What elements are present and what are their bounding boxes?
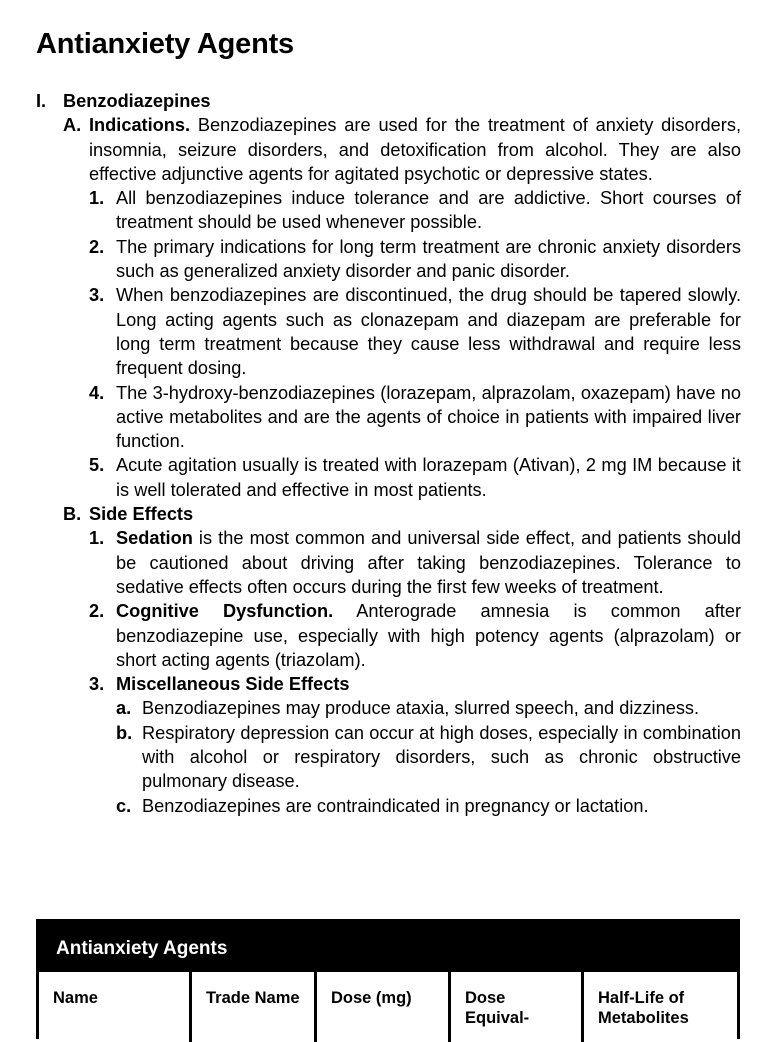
sub-list-letter: c. [116, 795, 132, 816]
table-title: Antianxiety Agents [56, 938, 228, 959]
list-item [89, 283, 741, 380]
list-number: 4. [89, 382, 105, 403]
column-header-trade-name: Trade Name [192, 972, 314, 1042]
sub-list-letter: a. [116, 698, 132, 719]
sub-list-item [116, 721, 741, 794]
sub-list-item [116, 696, 741, 720]
side-effects-heading [63, 502, 741, 526]
misc-heading: Miscellaneous Side Effects [116, 674, 350, 695]
list-item [89, 235, 741, 284]
column-header-dose-equivalent: Dose Equival- [451, 972, 581, 1042]
list-number: 2. [89, 601, 105, 622]
subsection-number: A. [63, 115, 82, 136]
list-item-cognitive [89, 599, 741, 672]
cognitive-text: Anterograde amnesia is common after benzodiazepine use, especially with high potency agents (alprazolam) or short acting agents (triazolam). [116, 601, 742, 670]
subsection-number: B. [63, 504, 82, 525]
list-number: 2. [89, 236, 105, 257]
list-number: 3. [89, 285, 105, 306]
column-header-half-life: Half-Life of Metabolites [584, 972, 737, 1042]
indications-heading: Indications. [89, 115, 191, 136]
sub-list-text: Benzodiazepines are contraindicated in pregnancy or lactation. [142, 795, 649, 816]
list-text: The 3-hydroxy-benzodiazepines (lorazepam, alprazolam, oxazepam) have no active metabolites and are the agents of choice in patients with impaired liver function. [116, 382, 741, 452]
section-title: Benzodiazepines [63, 91, 211, 111]
list-item-misc [89, 672, 741, 696]
page-title: Antianxiety Agents [36, 28, 294, 60]
list-number: 3. [89, 674, 105, 695]
document-body [36, 89, 741, 818]
column-header-dose: Dose (mg) [317, 972, 448, 1042]
section-number: I. [36, 91, 47, 111]
cognitive-heading: Cognitive Dysfunction. [116, 601, 334, 622]
list-text: When benzodiazepines are discontinued, the drug should be tapered slowly. Long acting agents such as clonazepam and diazepam are preferable for long term treatment because they cause less withdrawal and require less frequent dosing. [116, 285, 741, 379]
list-item-sedation [89, 526, 741, 599]
list-number: 5. [89, 455, 105, 476]
sub-list-item [116, 794, 741, 818]
table-header-row [39, 972, 737, 1042]
column-header-name: Name [39, 972, 189, 1042]
list-item [89, 186, 741, 235]
indications-paragraph [63, 113, 741, 186]
sedation-text: is the most common and universal side effect, and patients should be cautioned about driving after taking benzodiazepines. Tolerance to sedative effects often occurs during the first few weeks of treatment. [116, 528, 741, 597]
list-text: The primary indications for long term treatment are chronic anxiety disorders such as generalized anxiety disorder and panic disorder. [116, 236, 741, 282]
sub-list-text: Respiratory depression can occur at high doses, especially in combination with alcohol or respiratory disorders, such as chronic obstructive pulmonary disease. [142, 722, 741, 792]
list-text: Acute agitation usually is treated with lorazepam (Ativan), 2 mg IM because it is well tolerated and effective in most patients. [116, 455, 741, 500]
section-heading [36, 89, 741, 113]
sedation-heading: Sedation [116, 528, 193, 549]
sub-list-text: Benzodiazepines may produce ataxia, slurred speech, and dizziness. [142, 698, 700, 719]
indications-text: Benzodiazepines are used for the treatment of anxiety disorders, insomnia, seizure disorders, and detoxification from alcohol. They are also effective adjunctive agents for agitated psychotic or depressive states. [89, 115, 741, 184]
list-number: 1. [89, 188, 105, 209]
antianxiety-agents-table [36, 919, 740, 1039]
list-text: All benzodiazepines induce tolerance and are addictive. Short courses of treatment should be used whenever possible. [116, 188, 741, 233]
list-number: 1. [89, 528, 105, 549]
list-item [89, 453, 741, 502]
list-item [89, 381, 741, 454]
sub-list-letter: b. [116, 722, 133, 743]
side-effects-title: Side Effects [89, 504, 194, 525]
